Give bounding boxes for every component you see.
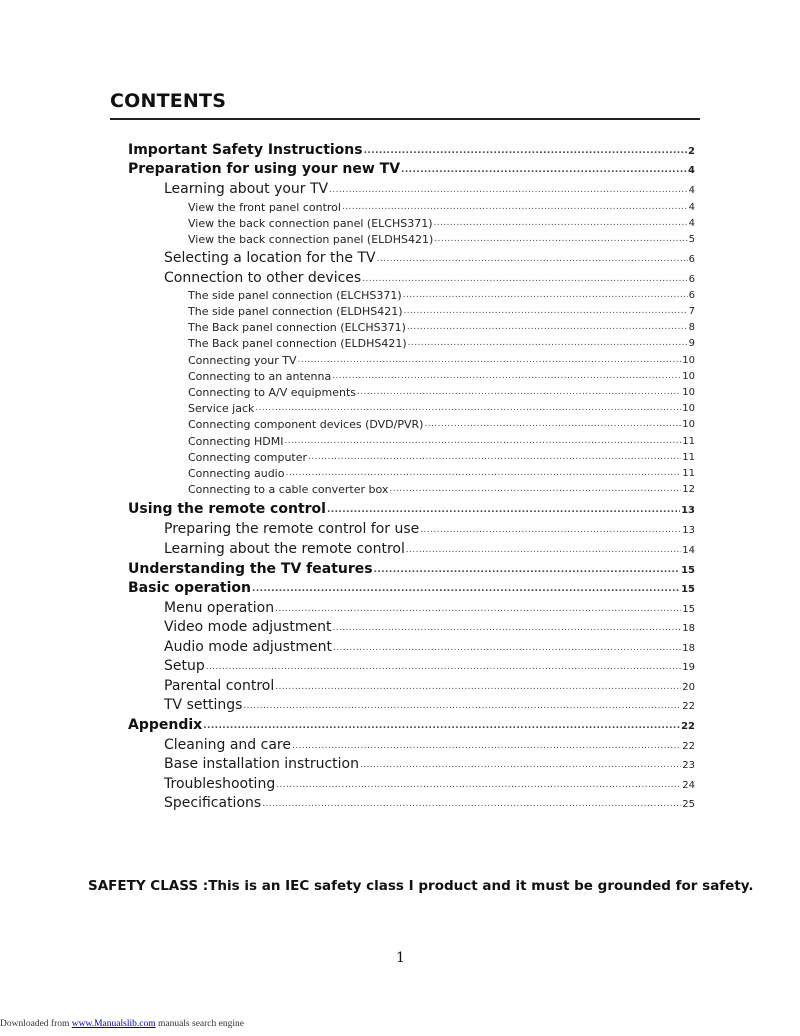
toc-leader-dots <box>262 795 681 809</box>
toc-leader-dots <box>292 737 681 751</box>
toc-entry-label: Base installation instruction <box>164 756 359 772</box>
toc-entry-page: 14 <box>682 545 695 556</box>
toc-entry-page: 18 <box>682 643 695 654</box>
toc-leader-dots <box>408 336 688 348</box>
toc-entry <box>128 502 695 516</box>
toc-entry <box>164 796 695 810</box>
toc-entry <box>188 370 695 382</box>
toc-entry-page: 15 <box>681 584 695 595</box>
toc-entry-page: 10 <box>682 419 695 430</box>
toc-entry-page: 22 <box>682 701 695 712</box>
toc-entry <box>128 143 695 157</box>
toc-entry-label: Important Safety Instructions <box>128 142 363 158</box>
toc-entry <box>164 601 695 615</box>
toc-entry-page: 11 <box>682 468 695 479</box>
toc-entry-page: 10 <box>682 403 695 414</box>
toc-entry <box>188 483 695 495</box>
toc-entry <box>164 777 695 791</box>
toc-entry-page: 7 <box>688 306 695 317</box>
toc-entry <box>188 289 695 301</box>
toc-entry-label: Menu operation <box>164 600 275 616</box>
toc-entry-label: Cleaning and care <box>164 737 291 753</box>
toc-leader-dots <box>404 304 688 316</box>
toc-entry <box>164 698 695 712</box>
toc-entry-page: 5 <box>688 234 695 245</box>
toc-entry-label: Using the remote control <box>128 501 326 517</box>
toc-entry <box>188 402 695 414</box>
toc-entry-label: Specifications <box>164 795 262 811</box>
toc-entry-label: Service jack <box>188 402 255 415</box>
toc-entry-label: Preparation for using your new TV <box>128 161 401 177</box>
toc-leader-dots <box>243 697 681 711</box>
toc-entry <box>128 581 695 595</box>
toc-entry-label: Connecting HDMI <box>188 435 284 448</box>
toc-leader-dots <box>424 417 681 429</box>
toc-entry-page: 11 <box>682 452 695 463</box>
toc-entry-label: The side panel connection (ELCHS371) <box>188 289 402 302</box>
toc-entry-page: 25 <box>682 799 695 810</box>
safety-class-note: SAFETY CLASS :This is an IEC safety class I product and it must be grounded for safety. <box>88 878 754 894</box>
toc-entry <box>164 659 695 673</box>
toc-entry <box>128 718 695 732</box>
toc-entry-label: View the back connection panel (ELDHS421) <box>188 233 434 246</box>
toc-entry-page: 12 <box>682 484 695 495</box>
toc-entry-label: Connecting to A/V equipments <box>188 386 357 399</box>
toc-entry-label: TV settings <box>164 697 243 713</box>
toc-entry-label: Learning about your TV <box>164 181 329 197</box>
page-number: 1 <box>396 950 405 966</box>
toc-leader-dots <box>362 270 687 284</box>
toc-entry <box>128 562 695 576</box>
toc-leader-dots <box>420 521 681 535</box>
toc-entry-page: 4 <box>688 165 695 176</box>
toc-entry-page: 18 <box>682 623 695 634</box>
toc-entry <box>188 467 695 479</box>
toc-entry <box>188 217 695 229</box>
toc-entry <box>188 435 695 447</box>
toc-entry <box>188 451 695 463</box>
toc-entry-label: Appendix <box>128 717 203 733</box>
toc-leader-dots <box>342 200 688 212</box>
toc-leader-dots <box>406 541 681 555</box>
toc-entry <box>164 271 695 285</box>
toc-entry-page: 10 <box>682 355 695 366</box>
toc-entry-page: 22 <box>682 741 695 752</box>
toc-leader-dots <box>360 756 681 770</box>
toc-leader-dots <box>276 776 681 790</box>
toc-entry-page: 24 <box>682 780 695 791</box>
toc-entry <box>128 162 695 176</box>
toc-leader-dots <box>374 561 680 575</box>
toc-entry-page: 2 <box>688 146 695 157</box>
toc-leader-dots <box>332 619 681 633</box>
toc-entry-page: 9 <box>688 338 695 349</box>
toc-entry-page: 6 <box>688 254 695 265</box>
toc-entry-page: 15 <box>682 604 695 615</box>
toc-leader-dots <box>255 401 681 413</box>
footer-prefix: Downloaded from <box>0 1019 72 1029</box>
toc-entry <box>164 640 695 654</box>
toc-entry <box>164 522 695 536</box>
toc-leader-dots <box>357 385 681 397</box>
toc-entry-label: Connecting your TV <box>188 354 297 367</box>
toc-entry-page: 4 <box>688 202 695 213</box>
toc-entry-label: Connection to other devices <box>164 270 362 286</box>
toc-leader-dots <box>434 232 687 244</box>
toc-entry-label: Connecting to a cable converter box <box>188 483 389 496</box>
toc-entry <box>164 620 695 634</box>
toc-entry <box>188 354 695 366</box>
download-footer <box>0 1019 244 1029</box>
toc-leader-dots <box>434 216 688 228</box>
toc-entry-label: Selecting a location for the TV <box>164 250 376 266</box>
toc-entry <box>188 386 695 398</box>
toc-leader-dots <box>275 600 681 614</box>
toc-entry-label: Connecting computer <box>188 451 308 464</box>
toc-entry-label: Video mode adjustment <box>164 619 332 635</box>
toc-entry-label: View the back connection panel (ELCHS371) <box>188 217 433 230</box>
toc-leader-dots <box>333 639 681 653</box>
toc-entry-label: Setup <box>164 658 205 674</box>
manualslib-link[interactable]: www.Manualslib.com <box>71 1019 156 1029</box>
toc-entry <box>164 679 695 693</box>
toc-entry-page: 20 <box>682 682 695 693</box>
toc-entry <box>188 305 695 317</box>
toc-leader-dots <box>403 288 688 300</box>
toc-entry-page: 4 <box>688 218 695 229</box>
toc-entry-label: Understanding the TV features <box>128 561 373 577</box>
toc-entry-page: 10 <box>682 387 695 398</box>
toc-entry-label: Parental control <box>164 678 275 694</box>
toc-entry-label: Learning about the remote control <box>164 541 405 557</box>
toc-entry-label: The side panel connection (ELDHS421) <box>188 305 403 318</box>
toc-entry <box>164 182 695 196</box>
toc-entry-label: Preparing the remote control for use <box>164 521 420 537</box>
toc-entry <box>164 738 695 752</box>
toc-entry-label: Basic operation <box>128 580 251 596</box>
toc-leader-dots <box>285 466 681 478</box>
toc-entry-page: 10 <box>682 371 695 382</box>
toc-leader-dots <box>206 658 682 672</box>
toc-leader-dots <box>203 717 680 731</box>
toc-leader-dots <box>407 320 688 332</box>
toc-entry-label: Connecting component devices (DVD/PVR) <box>188 418 424 431</box>
toc-leader-dots <box>329 181 687 195</box>
toc-leader-dots <box>297 353 681 365</box>
toc-leader-dots <box>401 161 687 175</box>
toc-leader-dots <box>275 678 681 692</box>
toc-leader-dots <box>327 501 680 515</box>
toc-entry <box>188 321 695 333</box>
toc-entry <box>188 337 695 349</box>
toc-entry-page: 4 <box>688 185 695 196</box>
toc-entry-page: 6 <box>688 290 695 301</box>
toc-entry-label: Audio mode adjustment <box>164 639 333 655</box>
toc-entry <box>164 542 695 556</box>
toc-entry-label: The Back panel connection (ELDHS421) <box>188 337 407 350</box>
toc-entry <box>164 251 695 265</box>
toc-leader-dots <box>284 434 681 446</box>
toc-entry <box>188 201 695 213</box>
footer-suffix: manuals search engine <box>155 1019 244 1029</box>
toc-entry-label: The Back panel connection (ELCHS371) <box>188 321 406 334</box>
toc-entry-page: 15 <box>681 565 695 576</box>
toc-entry-page: 13 <box>682 525 695 536</box>
toc-entry <box>188 418 695 430</box>
toc-entry-page: 8 <box>688 322 695 333</box>
toc-leader-dots <box>389 482 681 494</box>
toc-entry-page: 19 <box>682 662 695 673</box>
toc-entry-page: 6 <box>688 274 695 285</box>
toc-entry-label: Troubleshooting <box>164 776 276 792</box>
toc-entry <box>164 757 695 771</box>
toc-leader-dots <box>308 450 681 462</box>
toc-leader-dots <box>377 250 688 264</box>
toc-leader-dots <box>332 369 681 381</box>
toc-entry-page: 22 <box>681 721 695 732</box>
toc-entry-page: 11 <box>682 436 695 447</box>
toc-entry-label: Connecting to an antenna <box>188 370 332 383</box>
page-title: CONTENTS <box>110 90 227 112</box>
toc-entry-page: 13 <box>681 505 695 516</box>
toc-entry-label: Connecting audio <box>188 467 285 480</box>
toc-leader-dots <box>252 580 680 594</box>
toc-leader-dots <box>364 142 687 156</box>
toc-entry-page: 23 <box>682 760 695 771</box>
toc-entry <box>188 233 695 245</box>
toc-entry-label: View the front panel control <box>188 201 341 214</box>
